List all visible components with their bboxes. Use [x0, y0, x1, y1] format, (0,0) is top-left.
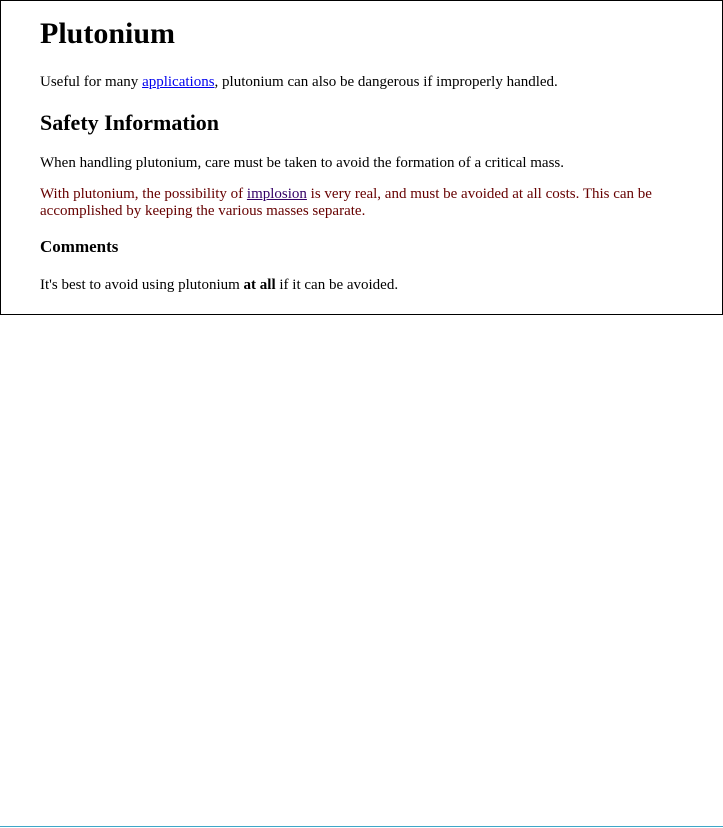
comment-text-after: if it can be avoided.	[275, 277, 399, 293]
comment-paragraph	[40, 276, 398, 294]
intro-text-after: , plutonium can also be dangerous if improperly handled.	[214, 74, 558, 90]
article-container	[0, 0, 723, 315]
comment-text-before: It's best to avoid using plutonium	[40, 277, 244, 293]
bottom-divider	[0, 826, 723, 827]
warning-text-before: With plutonium, the possibility of	[40, 186, 247, 202]
comments-heading: Comments	[40, 237, 119, 256]
intro-text-before: Useful for many	[40, 74, 143, 90]
intro-paragraph	[40, 73, 558, 91]
warning-text-after: is very real, and must be avoided at all costs. This can be accomplished by keeping the various masses separate.	[40, 186, 652, 219]
safety-heading: Safety Information	[40, 110, 220, 135]
page-title: Plutonium	[40, 17, 176, 50]
applications-link[interactable]: applications	[142, 74, 215, 90]
handling-paragraph: When handling plutonium, care must be taken to avoid the formation of a critical mass.	[40, 155, 565, 171]
comment-emphasis: at all	[243, 277, 276, 293]
implosion-link[interactable]: implosion	[246, 186, 307, 202]
warning-paragraph	[40, 186, 700, 220]
